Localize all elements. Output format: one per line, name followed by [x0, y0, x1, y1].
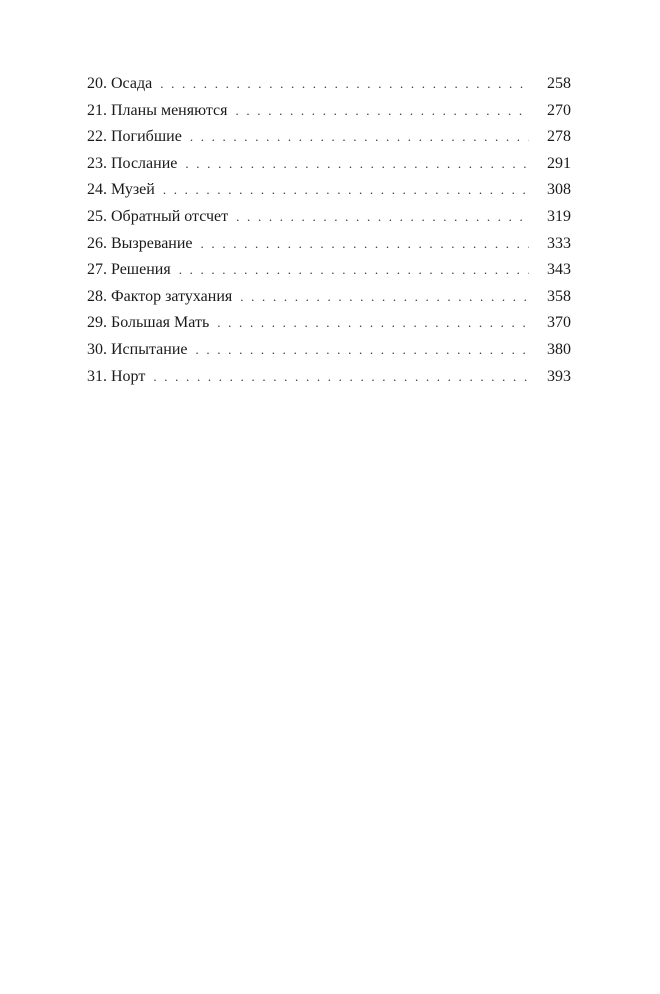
toc-entry-title: [87, 71, 152, 98]
dot-leader: [179, 257, 529, 284]
toc-entry-label: Погибшие: [111, 128, 182, 146]
toc-entry-title: [87, 124, 182, 151]
dot-leader: [217, 310, 529, 337]
toc-entry: [87, 204, 571, 231]
toc-entry: [87, 310, 571, 337]
toc-entry-page: 278: [547, 128, 571, 146]
toc-entry-title: [87, 257, 171, 284]
toc-entry-number: 23.: [87, 154, 107, 172]
toc-entry: [87, 151, 571, 178]
toc-entry-title: [87, 151, 177, 178]
toc-entry-number: 20.: [87, 75, 107, 92]
toc-entry-number: 26.: [87, 234, 107, 252]
toc-entry-title: [87, 98, 228, 125]
toc-entry-number: 22.: [87, 128, 107, 146]
toc-entry-number: 24.: [87, 181, 107, 199]
dot-leader: [153, 364, 529, 391]
toc-entry-page: 258: [547, 75, 571, 92]
toc-entry-page: 370: [547, 314, 571, 332]
toc-entry-label: Вызревание: [111, 234, 193, 252]
toc-entry-page: 333: [547, 234, 571, 252]
toc-entry-label: Норт: [111, 367, 146, 385]
toc-entry-label: Большая Мать: [111, 314, 210, 332]
dot-leader: [185, 151, 529, 178]
toc-entry-page: 319: [547, 207, 571, 225]
toc-entry-label: Решения: [111, 261, 171, 279]
toc-entry-number: 31.: [87, 367, 107, 385]
toc-entry-number: 27.: [87, 261, 107, 279]
toc-entry-title: [87, 204, 228, 231]
dot-leader: [160, 71, 529, 98]
toc-entry-label: Испытание: [111, 340, 188, 358]
toc-entry: [87, 364, 571, 391]
toc-entry-number: 30.: [87, 340, 107, 358]
toc-entry: [87, 337, 571, 364]
toc-entry-title: [87, 284, 232, 311]
toc-entry: [87, 124, 571, 151]
toc-entry-number: 25.: [87, 207, 107, 225]
toc-entry: [87, 177, 571, 204]
toc-entry: [87, 71, 571, 98]
toc-entry-label: Планы меняются: [111, 101, 228, 119]
toc-entry-number: 21.: [87, 101, 107, 119]
dot-leader: [236, 98, 530, 125]
toc-entry-number: 28.: [87, 287, 107, 305]
toc-entry-page: 358: [547, 287, 571, 305]
toc-entry-number: 29.: [87, 314, 107, 332]
dot-leader: [163, 177, 529, 204]
toc-entry-label: Фактор затухания: [111, 287, 233, 305]
toc-entry: [87, 284, 571, 311]
toc-entry-page: 343: [547, 261, 571, 279]
dot-leader: [236, 204, 529, 231]
toc-entry-page: 270: [547, 101, 571, 119]
dot-leader: [201, 231, 529, 258]
toc-entry: [87, 98, 571, 125]
toc-entry-title: [87, 337, 187, 364]
toc-entry-label: Обратный отсчет: [111, 207, 229, 225]
toc-entry-page: 380: [547, 340, 571, 358]
table-of-contents: [87, 71, 571, 390]
toc-entry-title: [87, 364, 145, 391]
dot-leader: [240, 284, 529, 311]
toc-entry-title: [87, 177, 155, 204]
toc-entry: [87, 231, 571, 258]
dot-leader: [190, 124, 529, 151]
toc-entry-page: 393: [547, 367, 571, 385]
toc-entry-title: [87, 310, 209, 337]
toc-entry-title: [87, 231, 193, 258]
toc-entry-label: Послание: [111, 154, 178, 172]
toc-entry-page: 291: [547, 154, 571, 172]
toc-entry-page: 308: [547, 181, 571, 199]
toc-entry-label: Музей: [111, 181, 155, 199]
toc-entry-label: Осада: [111, 75, 153, 92]
toc-entry: [87, 257, 571, 284]
dot-leader: [195, 337, 529, 364]
